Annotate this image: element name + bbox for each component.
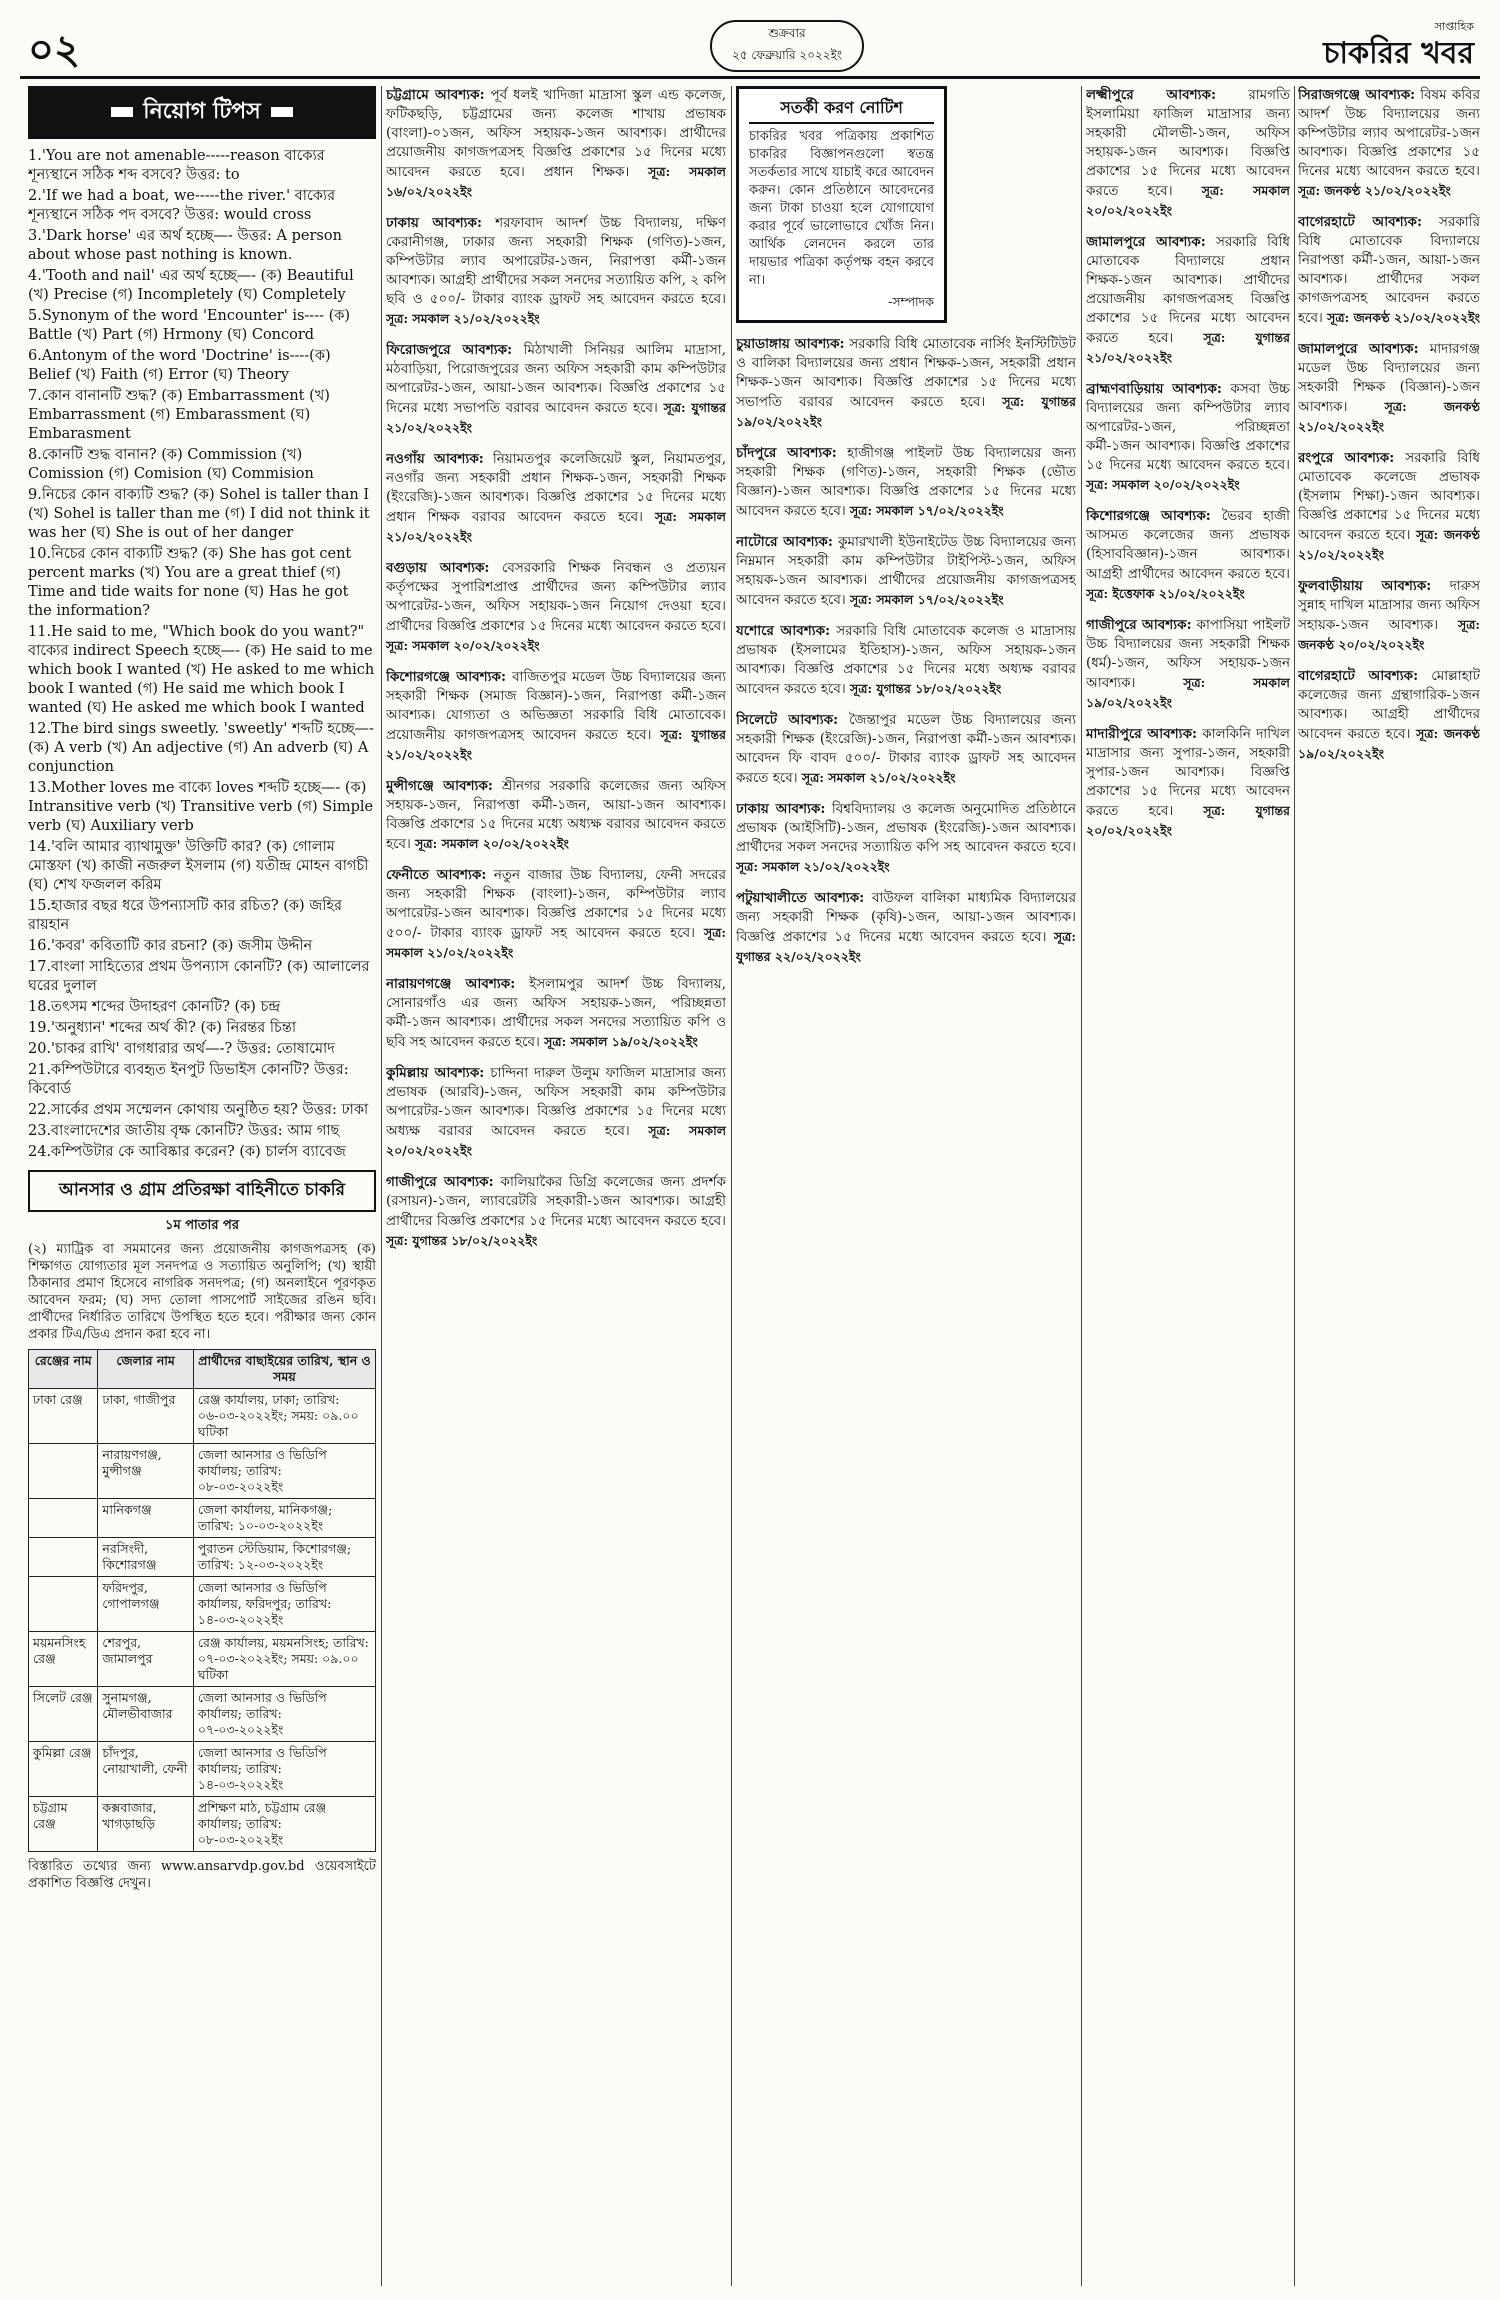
ad-text: কাপাসিয়া পাইলট উচ্চ বিদ্যালয়ের জন্য সহকারী শিক্ষক (ধর্ম)-১জন, অফিস সহায়ক-১জন আবশ্যক। bbox=[1086, 617, 1290, 691]
heading-bar bbox=[111, 107, 133, 117]
ad-source: সূত্র: সমকাল ২০/০২/২০২২ইং bbox=[386, 638, 540, 653]
ad-text: মিঠাখালী সিনিয়র আলিম মাদ্রাসা, মঠবাড়িয়া, পিরোজপুরের জন্য অফিস সহকারী কাম কম্পিউটার অপারেটর-১জন, আয়া-১জন আবশ্যক। বিজ্ঞপ্তি প্রকাশের ১৫ দিনের মধ্যে সভাপতি বরাবর আবেদন করতে হবে। bbox=[386, 342, 726, 416]
tip-item: 9.নিচের কোন বাক্যটি শুদ্ধ? (ক) Sohel is taller than I (খ) Sohel is taller than me (গ) I did not think it was her (ঘ) She is out of her danger bbox=[28, 487, 370, 541]
page-number: ০২ bbox=[28, 27, 81, 73]
table-cell: কুমিল্লা রেঞ্জ bbox=[29, 1742, 98, 1797]
job-ad bbox=[386, 559, 726, 656]
column-4 bbox=[1086, 86, 1290, 2286]
ad-source: সূত্র: যুগান্তর ২১/০২/২০২২ইং bbox=[386, 727, 726, 762]
ads-list bbox=[386, 866, 726, 1251]
tip-item: 11.He said to me, "Which book do you want?" বাক্যের indirect Speech হচ্ছে—- (ক) He said to me which book I wanted (খ) He asked to me which book I wanted (গ) He said me which book I wanted (ঘ) He asked me which book I wanted bbox=[28, 624, 375, 716]
tips-title: নিয়োগ টিপস bbox=[143, 99, 261, 124]
table-cell: পুরাতন স্টেডিয়াম, কিশোরগঞ্জ; তারিখ: ১২-০৩-২০২২ইং bbox=[193, 1538, 375, 1577]
table-row bbox=[29, 1742, 376, 1797]
table-row bbox=[29, 1632, 376, 1687]
tip-item: 12.The bird sings sweetly. 'sweetly' শব্দটি হচ্ছে—- (ক) A verb (খ) An adjective (গ) An adverb (ঘ) A conjunction bbox=[28, 721, 374, 775]
tip-item: 20.'চাকর রাখি' বাগধারার অর্থ—-? উত্তর: তোষামোদ bbox=[28, 1041, 335, 1057]
ad-text: নিয়ামতপুর কলেজিয়েট স্কুল, নিয়ামতপুর, নওগাঁর জন্য সহকারী প্রধান শিক্ষক-১জন, সহকারী শিক্ষক (ইংরেজি)-১জন আবশ্যক। বিজ্ঞপ্তি প্রকাশের ১৫ দিনের মধ্যে প্রধান শিক্ষক বরাবর আবেদন করতে হবে। bbox=[386, 451, 726, 525]
column-3 bbox=[736, 86, 1076, 2286]
ad-text: সরকারি বিধি মোতাবেক নার্সিং ইনস্টিটিউট ও বালিকা বিদ্যালয়ের জন্য প্রধান শিক্ষক-১জন, সহকারী প্রধান শিক্ষক-১জন আবশ্যক। বিজ্ঞপ্তি প্রকাশের ১৫ দিনের মধ্যে সভাপতি বরাবর আবেদন করতে হবে। bbox=[736, 336, 1076, 410]
masthead-title: চাকরির খবর bbox=[1323, 36, 1474, 71]
ad-text: রামগতি ইসলামিয়া ফাজিল মাদ্রাসার জন্য সহকারী মৌলভী-১জন, অফিস সহায়ক-১জন আবশ্যক। বিজ্ঞপ্তি প্রকাশের ১৫ দিনের মধ্যে আবেদন করতে হবে। bbox=[1086, 87, 1290, 199]
ad-region: ফেনীতে আবশ্যক: bbox=[386, 867, 487, 883]
ad-text: সরকারি বিধি মোতাবেক বিদ্যালয়ে প্রধান শিক্ষক-১জন আবশ্যক। প্রার্থীদের প্রয়োজনীয় কাগজপত্রসহ বিজ্ঞপ্তি প্রকাশের ১৫ দিনের মধ্যে আবেদন করতে হবে। bbox=[1086, 234, 1290, 346]
ad-region: মুন্সীগঞ্জে আবশ্যক: bbox=[386, 778, 493, 794]
ad-source: সূত্র: সমকাল ২১/০২/২০২২ইং bbox=[386, 311, 540, 326]
job-ad bbox=[1086, 725, 1290, 841]
notice-body: চাকরির খবর পত্রিকায় প্রকাশিত চাকরির বিজ্ঞাপনগুলো স্বতন্ত্র সতর্কতার সাথে যাচাই করে আবেদন করুন। কোন প্রতিষ্ঠানে আবেদনের জন্য টাকা চাওয়া হলে যোগাযোগ করার পূর্বে ভালোভাবে খোঁজ নিন। আর্থিক লেনদেন করলে তার দায়ভার পত্রিকা কর্তৃপক্ষ বহন করবে না। bbox=[749, 129, 934, 288]
ad-text: চান্দিনা দারুল উলুম ফাজিল মাদ্রাসার জন্য প্রভাষক (আরবি)-১জন, অফিস সহকারী কাম কম্পিউটার অপারেটর-১জন আবশ্যক। বিজ্ঞপ্তি প্রকাশের ১৫ দিনের মধ্যে অধ্যক্ষ বরাবর আবেদন করতে হবে। bbox=[386, 1065, 726, 1139]
ad-region: জামালপুরে আবশ্যক: bbox=[1086, 234, 1206, 250]
ad-source: সূত্র: জনকণ্ঠ ২১/০২/২০২২ইং bbox=[1298, 399, 1480, 434]
ad-text: বাউফল বালিকা মাধ্যমিক বিদ্যালয়ের জন্য সহকারী শিক্ষক (কৃষি)-১জন, আয়া-১জন আবশ্যক। বিজ্ঞপ্তি প্রকাশের ১৫ দিনের মধ্যে আবেদন করতে হবে। bbox=[736, 890, 1076, 945]
column-2 bbox=[386, 86, 726, 2286]
ad-region: চট্টগ্রামে আবশ্যক: bbox=[386, 87, 485, 103]
table-cell: কক্সবাজার, খাগড়াছড়ি bbox=[98, 1797, 194, 1852]
column-header: রেঞ্জের নাম bbox=[29, 1350, 98, 1389]
notice-split bbox=[386, 86, 726, 866]
ad-text: কালিয়াকৈর ডিগ্রি কলেজের জন্য প্রদর্শক (রসায়ন)-১জন, ল্যাবরেটরি সহকারী-১জন আবশ্যক। আগ্রহী প্রার্থীদের বিজ্ঞপ্তি প্রকাশের ১৫ দিনের মধ্যে আবেদন করতে হবে। bbox=[386, 1174, 726, 1229]
ad-source: সূত্র: জনকণ্ঠ ২০/০২/২০২২ইং bbox=[1298, 617, 1480, 652]
ad-source: সূত্র: যুগান্তর ২১/০২/২০২২ইং bbox=[386, 400, 726, 435]
ad-text: শ্রীনগর সরকারি কলেজের জন্য অফিস সহায়ক-১জন, নিরাপত্তা কর্মী-১জন, আয়া-১জন আবশ্যক। বিজ্ঞপ্তি প্রকাশের ১৫ দিনের মধ্যে অধ্যক্ষ বরাবর আবেদন করতে হবে। bbox=[386, 778, 726, 852]
ad-text: বিষম কবির আদর্শ উচ্চ বিদ্যালয়ের জন্য কম্পিউটার ল্যাব অপারেটর-১জন আবশ্যক। বিজ্ঞপ্তি প্রকাশের ১৫ দিনের মধ্যে আবেদন করতে হবে। bbox=[1298, 87, 1480, 179]
ad-source: সূত্র: যুগান্তর ২১/০২/২০২২ইং bbox=[1086, 330, 1290, 365]
column-rule bbox=[381, 86, 382, 2286]
ad-region: যশোরে আবশ্যক: bbox=[736, 623, 831, 639]
tip-item: 7.কোন বানানটি শুদ্ধ? (ক) Embarrassment (খ) Embarrassment (গ) Embarassment (ঘ) Embarasment bbox=[28, 388, 330, 442]
warning-notice bbox=[736, 86, 947, 323]
job-ad bbox=[1298, 340, 1480, 437]
ad-region: ফিরোজপুরে আবশ্যক: bbox=[386, 342, 513, 358]
tip-item: 14.'বলি আমার ব্যাথামুক্ত' উক্তিটি কার? (ক) গোলাম মোস্তফা (খ) কাজী নজরুল ইসলাম (গ) যতীন্দ্র মোহন বাগচী (ঘ) শেখ ফজলল করিম bbox=[28, 839, 369, 893]
ad-text: ইসলামপুর আদর্শ উচ্চ বিদ্যালয়, সোনারগাঁও এর জন্য অফিস সহায়ক-১জন, পরিচ্ছন্নতা কর্মী-১জন আবশ্যক। প্রার্থীদের সকল সনদের সত্যায়িত কপি ও ছবি সহ আবেদন করতে হবে। bbox=[386, 976, 726, 1050]
ad-region: কিশোরগঞ্জে আবশ্যক: bbox=[1086, 508, 1211, 524]
page-header bbox=[20, 18, 1480, 79]
ad-source: সূত্র: সমকাল ২১/০২/২০২২ইং bbox=[801, 770, 956, 785]
job-ad bbox=[386, 214, 726, 329]
table-cell: জেলা আনসার ও ভিডিপি কার্যালয়; তারিখ: ০৭-০৩-২০২২ইং bbox=[193, 1687, 375, 1742]
table-cell: সিলেট রেঞ্জ bbox=[29, 1687, 98, 1742]
table-cell: জেলা আনসার ও ভিডিপি কার্যালয়; তারিখ: ১৪-০৩-২০২২ইং bbox=[193, 1742, 375, 1797]
job-ad bbox=[736, 711, 1076, 788]
ad-source: সূত্র: সমকাল ১৭/০২/২০২২ইং bbox=[850, 503, 1004, 518]
job-ad bbox=[1298, 667, 1480, 764]
ads-list bbox=[736, 335, 1076, 967]
schedule-table bbox=[28, 1349, 376, 1852]
masthead-tagline: সাপ্তাহিক bbox=[1434, 20, 1474, 33]
tip-item: 16.'কবর' কবিতাটি কার রচনা? (ক) জসীম উদ্দীন bbox=[28, 938, 313, 954]
ad-source: সূত্র: সমকাল ১৯/০২/২০২২ইং bbox=[544, 1034, 698, 1049]
job-ad bbox=[1298, 577, 1480, 655]
ad-text: পূর্ব ধলই খাদিজা মাদ্রাসা স্কুল এন্ড কলেজ, ফটিকছড়ি, চট্টগ্রামের জন্য কলেজ শাখায় প্রভাষক (বাংলা)-০১জন, অফিস সহায়ক-১জন আবশ্যক। প্রার্থীদের প্রয়োজনীয় কাগজপত্রসহ বিজ্ঞপ্তি প্রকাশের ১৫ দিনের মধ্যে আবেদন করতে হবে। প্রধান শিক্ষক। bbox=[386, 87, 726, 180]
ad-text: কুমারখালী ইউনাইটেড উচ্চ বিদ্যালয়ের জন্য নিম্নমান সহকারী কাম কম্পিউটার টাইপিস্ট-১জন, অফিস সহায়ক-১জন আবশ্যক। প্রার্থীদের প্রয়োজনীয় কাগজপত্রসহ আবেদন করতে হবে। bbox=[736, 534, 1076, 608]
table-row bbox=[29, 1687, 376, 1742]
tip-item: 22.সার্কের প্রথম সম্মেলন কোথায় অনুষ্ঠিত হয়? উত্তর: ঢাকা bbox=[28, 1102, 369, 1118]
tips-list bbox=[28, 147, 376, 1162]
tip-item: 3.'Dark horse' এর অর্থ হচ্ছে—- উত্তর: A person about whose past nothing is known. bbox=[28, 228, 342, 263]
ad-text: জৈন্তাপুর মডেল উচ্চ বিদ্যালয়ের জন্য সহকারী শিক্ষক (ইংরেজি)-১জন, নিরাপত্তা কর্মী-১জন আবশ্যক। আবেদন ফি বাবদ ৫০০/- টাকার ব্যাংক ড্রাফট সহ আবেদন করতে হবে। bbox=[736, 712, 1076, 786]
ad-region: নারায়ণগঞ্জে আবশ্যক: bbox=[386, 976, 516, 992]
column-tips bbox=[28, 86, 376, 2286]
job-ad bbox=[386, 1173, 726, 1251]
date-badge bbox=[710, 20, 864, 72]
ansar-subtitle: ১ম পাতার পর bbox=[165, 1218, 239, 1233]
schedule-body bbox=[29, 1389, 376, 1852]
ad-source: সূত্র: যুগান্তর ২২/০২/২০২২ইং bbox=[736, 929, 1076, 964]
ad-text: ভৈরব হাজী আসমত কলেজের জন্য প্রভাষক (হিসাববিজ্ঞান)-১জন আবশ্যক। আগ্রহী প্রার্থীদের আবেদন করতে হবে। bbox=[1086, 508, 1290, 582]
ad-source: সূত্র: জনকণ্ঠ ২১/০২/২০২২ইং bbox=[1327, 310, 1480, 325]
ad-region: চাঁদপুরে আবশ্যক: bbox=[736, 445, 837, 461]
ad-text: বাজিতপুর মডেল উচ্চ বিদ্যালয়ের জন্য সহকারী শিক্ষক (সমাজ বিজ্ঞান)-১জন, নিরাপত্তা কর্মী-১জন আবশ্যক। যোগ্যতা ও অভিজ্ঞতা সরকারি বিধি মোতাবেক। প্রয়োজনীয় কাগজপত্রসহ আবেদন করতে হবে। bbox=[386, 669, 726, 743]
issue-day: শুক্রবার bbox=[768, 26, 806, 40]
tip-item: 2.'If we had a boat, we-----the river.' বাক্যের শূন্যস্থানে সঠিক পদ বসবে? উত্তর: would cross bbox=[28, 188, 336, 223]
ad-region: নওগাঁয় আবশ্যক: bbox=[386, 451, 484, 467]
tip-item: 6.Antonym of the word 'Doctrine' is----(ক) Belief (খ) Faith (গ) Error (ঘ) Theory bbox=[28, 348, 331, 383]
table-cell: ফরিদপুর, গোপালগঞ্জ bbox=[98, 1577, 194, 1632]
table-header-row bbox=[29, 1350, 376, 1389]
ads-list bbox=[386, 86, 726, 866]
ad-text: সরকারি বিধি মোতাবেক কলেজ ও মাদ্রাসায় প্রভাষক (ইসলামের ইতিহাস)-১জন, অফিস সহায়ক-১জন আবশ্যক। বিজ্ঞপ্তি প্রকাশের ১৫ দিনের মধ্যে অধ্যক্ষ বরাবর আবেদন করতে হবে। bbox=[736, 623, 1076, 697]
ad-region: ঢাকায় আবশ্যক: bbox=[386, 215, 482, 231]
job-ad bbox=[736, 622, 1076, 699]
ad-source: সূত্র: সমকাল ১৯/০২/২০২২ইং bbox=[1086, 675, 1290, 710]
ad-region: ঢাকায় আবশ্যক: bbox=[736, 801, 826, 817]
table-row bbox=[29, 1797, 376, 1852]
ad-source: সূত্র: সমকাল ২০/০২/২০২২ইং bbox=[1086, 183, 1290, 218]
job-ad bbox=[736, 800, 1076, 877]
tip-item: 21.কম্পিউটারে ব্যবহৃত ইনপুট ডিভাইস কোনটি? উত্তর: কিবোর্ড bbox=[28, 1062, 349, 1097]
ad-region: ফুলবাড়ীয়ায় আবশ্যক: bbox=[1298, 578, 1432, 594]
ansar-intro: (২) ম্যাট্রিক বা সমমানের জন্য প্রয়োজনীয় কাগজপত্রসহ (ক) শিক্ষাগত যোগ্যতার মূল সনদপত্র ও সত্যায়িত অনুলিপি; (খ) স্থায়ী ঠিকানার প্রমাণ হিসেবে নাগরিক সনদপত্র; (গ) অনলাইনে পূরণকৃত আবেদন ফরম; (ঘ) সদ্য তোলা পাসপোর্ট সাইজের রঙিন ছবি। প্রার্থীদের নির্ধারিত তারিখে উপস্থিত হতে হবে। পরীক্ষার জন্য কোন প্রকার টিএ/ডিএ প্রদান করা হবে না। bbox=[28, 1242, 376, 1342]
ad-text: কসবা উচ্চ বিদ্যালয়ের জন্য কম্পিউটার ল্যাব অপারেটর-১জন, পরিচ্ছন্নতা কর্মী-১জন আবশ্যক। বিজ্ঞপ্তি প্রকাশের ১৫ দিনের মধ্যে আবেদন করতে হবে। bbox=[1086, 381, 1290, 473]
column-header: জেলার নাম bbox=[98, 1350, 194, 1389]
tip-item: 13.Mother loves me বাক্যে loves শব্দটি হচ্ছে—- (ক) Intransitive verb (খ) Transitive verb (গ) Simple verb (ঘ) Auxiliary verb bbox=[28, 780, 374, 834]
table-cell: চাঁদপুর, নোয়াখালী, ফেনী bbox=[98, 1742, 194, 1797]
column-rule bbox=[1294, 86, 1295, 2286]
table-cell: ঢাকা রেঞ্জ bbox=[29, 1389, 98, 1444]
ad-region: সিলেটে আবশ্যক: bbox=[736, 712, 839, 728]
tip-item: 4.'Tooth and nail' এর অর্থ হচ্ছে—- (ক) Beautiful (খ) Precise (গ) Incompletely (ঘ) Completely bbox=[28, 268, 354, 303]
table-cell: নারায়ণগঞ্জ, মুন্সীগঞ্জ bbox=[98, 1444, 194, 1499]
job-ad bbox=[736, 335, 1076, 432]
column-header: প্রার্থীদের বাছাইয়ের তারিখ, স্থান ও সময় bbox=[193, 1350, 375, 1389]
job-ad bbox=[1298, 213, 1480, 328]
job-ad bbox=[1086, 507, 1290, 604]
ad-source: সূত্র: ইত্তেফাক ২১/০২/২০২২ইং bbox=[1086, 586, 1245, 601]
ad-source: সূত্র: সমকাল ২১/০২/২০২২ইং bbox=[736, 859, 890, 874]
ad-text: হাজীগঞ্জ পাইলট উচ্চ বিদ্যালয়ের জন্য সহকারী শিক্ষক (গণিত)-১জন, সহকারী শিক্ষক (ভৌত বিজ্ঞান)-১জন আবশ্যক। বিজ্ঞপ্তি প্রকাশের ১৫ দিনের মধ্যে আবেদন করতে হবে। bbox=[736, 445, 1076, 519]
table-cell: চট্টগ্রাম রেঞ্জ bbox=[29, 1797, 98, 1852]
column-5 bbox=[1298, 86, 1480, 2286]
table-row bbox=[29, 1389, 376, 1444]
job-ad bbox=[386, 777, 726, 854]
tip-item: 10.নিচের কোন বাক্যটি শুদ্ধ? (ক) She has got cent percent marks (খ) You are a great thief (গ) Time and tide waits for none (ঘ) Has he got the information? bbox=[28, 546, 352, 619]
table-cell: প্রশিক্ষণ মাঠ, চট্টগ্রাম রেঞ্জ কার্যালয়; তারিখ: ০৮-০৩-২০২২ইং bbox=[193, 1797, 375, 1852]
table-row bbox=[29, 1538, 376, 1577]
heading-bar bbox=[271, 107, 293, 117]
job-ad bbox=[1298, 86, 1480, 201]
tip-item: 1.'You are not amenable-----reason বাক্যের শূন্যস্থানে সঠিক শব্দ বসবে? উত্তর: to bbox=[28, 148, 325, 183]
ad-region: গাজীপুরে আবশ্যক: bbox=[1086, 617, 1192, 633]
tip-item: 15.হাজার বছর ধরে উপন্যাসটি কার রচিত? (ক) জহির রায়হান bbox=[28, 898, 342, 933]
ad-source: সূত্র: সমকাল ২১/০২/২০২২ইং bbox=[386, 509, 726, 544]
column-rule bbox=[731, 86, 732, 2286]
table-cell: রেঞ্জ কার্যালয়, ঢাকা; তারিখ: ০৬-০৩-২০২২ইং; সময়: ০৯.০০ ঘটিকা bbox=[193, 1389, 375, 1444]
tip-item: 5.Synonym of the word 'Encounter' is---- (ক) Battle (খ) Part (গ) Hrmony (ঘ) Concord bbox=[28, 308, 351, 343]
ad-source: সূত্র: সমকাল ২১/০২/২০২২ইং bbox=[386, 925, 726, 960]
table-cell: ঢাকা, গাজীপুর bbox=[98, 1389, 194, 1444]
ad-source: সূত্র: যুগান্তর ২০/০২/২০২২ইং bbox=[1086, 803, 1290, 838]
ad-source: সূত্র: জনকণ্ঠ ২১/০২/২০২২ইং bbox=[1298, 527, 1480, 562]
ad-source: সূত্র: যুগান্তর ১৯/০২/২০২২ইং bbox=[736, 394, 1076, 429]
job-ad bbox=[736, 889, 1076, 967]
ad-region: কুমিল্লায় আবশ্যক: bbox=[386, 1065, 485, 1081]
job-ad bbox=[1086, 86, 1290, 221]
job-ad bbox=[736, 533, 1076, 610]
table-cell: শেরপুর, জামালপুর bbox=[98, 1632, 194, 1687]
ad-region: বাগেরহাটে আবশ্যক: bbox=[1298, 668, 1419, 684]
ad-source: সূত্র: যুগান্তর ১৮/০২/২০২২ইং bbox=[850, 681, 1002, 696]
ad-text: কালকিনি দাখিল মাদ্রাসার জন্য সুপার-১জন, সহকারী সুপার-১জন আবশ্যক। বিজ্ঞপ্তি প্রকাশের ১৫ দিনের মধ্যে আবেদন করতে হবে। bbox=[1086, 726, 1290, 819]
ad-text: শরফাবাদ আদর্শ উচ্চ বিদ্যালয়, দক্ষিণ কেরানীগঞ্জ, ঢাকার জন্য সহকারী শিক্ষক (গণিত)-১জন, কম্পিউটার ল্যাব অপারেটর-১জন, নিরাপত্তা কর্মী-১জন আবশ্যক। আগ্রহী প্রার্থীদের সকল সনদের সত্যায়িত কপি, ২ কপি ছবি ও ৫০০/- টাকার ব্যাংক ড্রাফট সহ আবেদন করতে হবে। bbox=[386, 215, 726, 307]
job-ad bbox=[1086, 233, 1290, 368]
ad-region: লক্ষ্মীপুরে আবশ্যক: bbox=[1086, 87, 1216, 103]
ad-text: বেসরকারি শিক্ষক নিবন্ধন ও প্রত্যয়ন কর্তৃপক্ষের সুপারিশপ্রাপ্ত প্রার্থীদের জন্য কম্পিউটার ল্যাব অপারেটর-১জন, অফিস সহায়ক-১জন নিয়োগ দেওয়া হবে। প্রার্থীদের বিজ্ঞপ্তি প্রকাশের ১৫ দিনের মধ্যে আবেদন করতে হবে। bbox=[386, 560, 726, 634]
table-cell bbox=[29, 1538, 98, 1577]
ad-source: সূত্র: সমকাল ২০/০২/২০২২ইং bbox=[415, 836, 569, 851]
tips-heading bbox=[28, 86, 376, 139]
column-rule bbox=[1081, 86, 1082, 2286]
ad-source: সূত্র: জনকণ্ঠ ১৯/০২/২০২২ইং bbox=[1298, 726, 1480, 761]
job-ad bbox=[386, 866, 726, 963]
ad-source: সূত্র: সমকাল ২০/০২/২০২২ইং bbox=[1086, 477, 1240, 492]
notice-signature: -সম্পাদক bbox=[888, 294, 934, 309]
ad-region: রংপুরে আবশ্যক: bbox=[1298, 450, 1395, 466]
ansar-heading: আনসার ও গ্রাম প্রতিরক্ষা বাহিনীতে চাকরি bbox=[28, 1170, 376, 1212]
ad-region: মাদারীপুরে আবশ্যক: bbox=[1086, 726, 1197, 742]
tip-item: 23.বাংলাদেশের জাতীয় বৃক্ষ কোনটি? উত্তর: আম গাছ bbox=[28, 1123, 340, 1139]
ad-region: জামালপুরে আবশ্যক: bbox=[1298, 341, 1419, 357]
job-ad bbox=[736, 444, 1076, 521]
ad-region: গাজীপুরে আবশ্যক: bbox=[386, 1174, 494, 1190]
ad-region: সিরাজগঞ্জে আবশ্যক: bbox=[1298, 87, 1416, 103]
table-cell: জেলা আনসার ও ভিডিপি কার্যালয়; তারিখ: ০৮-০৩-২০২২ইং bbox=[193, 1444, 375, 1499]
ad-region: চুয়াডাঙ্গায় আবশ্যক: bbox=[736, 336, 845, 352]
tip-item: 24.কম্পিউটার কে আবিষ্কার করেন? (ক) চার্লস ব্যাবেজ bbox=[28, 1144, 346, 1160]
tip-item: 8.কোনটি শুদ্ধ বানান? (ক) Commission (খ) Comission (গ) Comision (ঘ) Commision bbox=[28, 447, 314, 482]
tip-item: 18.তৎসম শব্দের উদাহরণ কোনটি? (ক) চন্দ্র bbox=[28, 999, 281, 1015]
table-row bbox=[29, 1444, 376, 1499]
ad-text: মোল্লাহাট কলেজের জন্য গ্রন্থাগারিক-১জন আবশ্যক। আগ্রহী প্রার্থীদের আবেদন করতে হবে। bbox=[1298, 668, 1480, 742]
ads-list bbox=[1298, 86, 1480, 764]
ad-region: পটুয়াখালীতে আবশ্যক: bbox=[736, 890, 865, 906]
ad-region: কিশোরগঞ্জে আবশ্যক: bbox=[386, 669, 506, 685]
table-cell: রেঞ্জ কার্যালয়, ময়মনসিংহ; তারিখ: ০৭-০৩-২০২২ইং; সময়: ০৯.০০ ঘটিকা bbox=[193, 1632, 375, 1687]
table-cell: জেলা আনসার ও ভিডিপি কার্যালয়, ফরিদপুর; তারিখ: ১৪-০৩-২০২২ইং bbox=[193, 1577, 375, 1632]
job-ad bbox=[386, 450, 726, 547]
ad-region: নাটোরে আবশ্যক: bbox=[736, 534, 833, 550]
table-row bbox=[29, 1499, 376, 1538]
ad-text: সরকারি বিধি মোতাবেক কলেজে প্রভাষক (ইসলাম শিক্ষা)-১জন আবশ্যক। বিজ্ঞপ্তি প্রকাশের ১৫ দিনের মধ্যে আবেদন করতে হবে। bbox=[1298, 450, 1480, 543]
ad-text: দারুস সুন্নাহ দাখিল মাদ্রাসার জন্য অফিস সহায়ক-১জন আবশ্যক। bbox=[1298, 578, 1480, 633]
issue-date: ২৫ ফেব্রুয়ারি ২০২২ইং bbox=[731, 48, 843, 62]
ad-source: সূত্র: জনকণ্ঠ ২১/০২/২০২২ইং bbox=[1298, 183, 1451, 198]
ad-region: বগুড়ায় আবশ্যক: bbox=[386, 560, 490, 576]
notice-title: সতর্কী করণ নোটিশ bbox=[749, 95, 934, 124]
ad-source: সূত্র: সমকাল ১৭/০২/২০২২ইং bbox=[850, 592, 1004, 607]
job-ad bbox=[1086, 616, 1290, 713]
table-cell: ময়মনসিংহ রেঞ্জ bbox=[29, 1632, 98, 1687]
ad-text: মাদারগঞ্জ মডেল উচ্চ বিদ্যালয়ের জন্য সহকারী শিক্ষক (বিজ্ঞান)-১জন আবশ্যক। bbox=[1298, 341, 1480, 415]
job-ad bbox=[386, 86, 726, 202]
tip-item: 17.বাংলা সাহিত্যের প্রথম উপন্যাস কোনটি? (ক) আলালের ঘরের দুলাল bbox=[28, 959, 370, 994]
tip-item: 19.'অনুধ্যান' শব্দের অর্থ কী? (ক) নিরন্তর চিন্তা bbox=[28, 1020, 297, 1036]
table-cell bbox=[29, 1577, 98, 1632]
table-cell: সুনামগঞ্জ, মৌলভীবাজার bbox=[98, 1687, 194, 1742]
table-cell bbox=[29, 1499, 98, 1538]
table-cell: মানিকগঞ্জ bbox=[98, 1499, 194, 1538]
job-ad bbox=[386, 341, 726, 438]
table-cell: নরসিংদী, কিশোরগঞ্জ bbox=[98, 1538, 194, 1577]
job-ad bbox=[386, 1064, 726, 1161]
ad-source: সূত্র: সমকাল ১৬/০২/২০২২ইং bbox=[386, 164, 726, 199]
ads-list bbox=[1086, 86, 1290, 841]
ad-text: বিশ্ববিদ্যালয় ও কলেজ অনুমোদিত প্রতিষ্ঠানে প্রভাষক (আইসিটি)-১জন, প্রভাষক (ইংরেজি)-১জন আবশ্যক। প্রার্থীদের সকল সনদের সত্যায়িত কপি সহ আবেদন করতে হবে। bbox=[736, 801, 1076, 855]
table-cell bbox=[29, 1444, 98, 1499]
ansar-footer: বিস্তারিত তথ্যের জন্য www.ansarvdp.gov.bd ওয়েবসাইটে প্রকাশিত বিজ্ঞপ্তি দেখুন। bbox=[28, 1859, 376, 1891]
job-ad bbox=[386, 668, 726, 765]
job-ad bbox=[1086, 380, 1290, 495]
job-ad bbox=[386, 975, 726, 1052]
ad-source: সূত্র: সমকাল ২০/০২/২০২২ইং bbox=[386, 1123, 726, 1158]
table-cell: জেলা কার্যালয়, মানিকগঞ্জ; তারিখ: ১০-০৩-২০২২ইং bbox=[193, 1499, 375, 1538]
ad-region: ব্রাহ্মণবাড়িয়ায় আবশ্যক: bbox=[1086, 381, 1222, 397]
job-ad bbox=[1298, 449, 1480, 565]
ad-text: নতুন বাজার উচ্চ বিদ্যালয়, ফেনী সদরের জন্য সহকারী শিক্ষক (বাংলা)-১জন, কম্পিউটার ল্যাব অপারেটর-১জন আবশ্যক। বিজ্ঞপ্তি প্রকাশের ১৫ দিনের মধ্যে ৫০০/- টাকার ব্যাংক ড্রাফট সহ আবেদন করতে হবে। bbox=[386, 867, 726, 941]
table-row bbox=[29, 1577, 376, 1632]
ad-text: সরকারি বিধি মোতাবেক বিদ্যালয়ে নিরাপত্তা কর্মী-১জন, আয়া-১জন আবশ্যক। প্রার্থীদের সকল কাগজপত্রসহ আবেদন করতে হবে। bbox=[1298, 214, 1480, 326]
masthead bbox=[1323, 18, 1474, 71]
ad-source: সূত্র: যুগান্তর ১৮/০২/২০২২ইং bbox=[386, 1233, 538, 1248]
ad-region: বাগেরহাটে আবশ্যক: bbox=[1298, 214, 1422, 230]
